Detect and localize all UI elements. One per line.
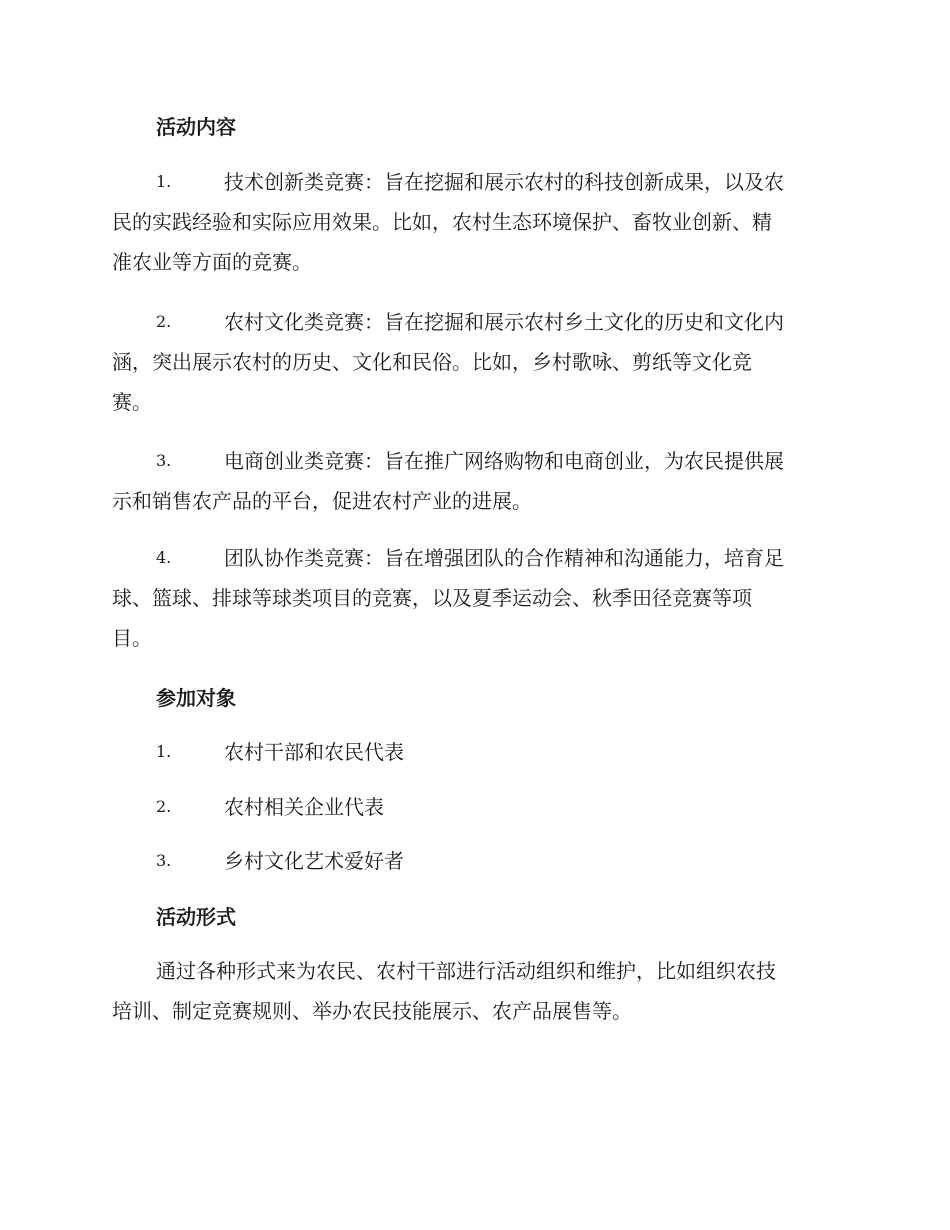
list-item [112,302,834,422]
list-number: 2. [156,797,172,816]
list-item-text-line: 民的实践经验和实际应用效果。比如，农村生态环境保护、畜牧业创新、精 [112,210,772,234]
list-item-text: 农村干部和农民代表 [224,740,404,764]
list-item-text-line: 农村文化类竞赛：旨在挖掘和展示农村乡土文化的历史和文化内 [224,310,784,334]
list-item [112,841,834,881]
list-number: 3. [156,451,172,470]
list-item-text-line: 涵，突出展示农村的历史、文化和民俗。比如，乡村歌咏、剪纸等文化竞 [112,350,752,374]
list-item-text-line: 技术创新类竞赛：旨在挖掘和展示农村的科技创新成果，以及农 [224,170,784,194]
paragraph-line: 通过各种形式来为农民、农村干部进行活动组织和维护，比如组织农技 [156,959,776,983]
list-item-text-line: 球、篮球、排球等球类项目的竞赛，以及夏季运动会、秋季田径竞赛等项 [112,586,752,610]
list-item-text: 农村相关企业代表 [224,795,384,819]
list-item-text-line: 电商创业类竞赛：旨在推广网络购物和电商创业，为农民提供展 [224,449,784,473]
list-item-text-line: 赛。 [112,390,152,414]
section-heading-activity-form: 活动形式 [156,905,236,929]
list-item-text-line: 准农业等方面的竞赛。 [112,250,312,274]
list-item-text-line: 示和销售农产品的平台，促进农村产业的进展。 [112,489,532,513]
list-number: 3. [156,851,172,870]
list-item-text: 乡村文化艺术爱好者 [224,849,404,873]
list-number: 2. [156,312,172,331]
list-item [112,441,834,521]
section-heading-participants: 参加对象 [156,686,236,710]
list-item-text-line: 目。 [112,626,152,650]
body-paragraph [112,951,834,1031]
list-item [112,162,834,282]
section-heading-activity-content: 活动内容 [156,115,236,139]
paragraph-line: 培训、制定竞赛规则、举办农民技能展示、农产品展售等。 [112,999,632,1023]
list-number: 1. [156,742,172,761]
list-item [112,538,834,658]
list-item [112,787,834,827]
list-number: 1. [156,172,172,191]
list-item-text-line: 团队协作类竞赛：旨在增强团队的合作精神和沟通能力，培育足 [224,546,784,570]
list-number: 4. [156,548,172,567]
list-item [112,732,834,772]
